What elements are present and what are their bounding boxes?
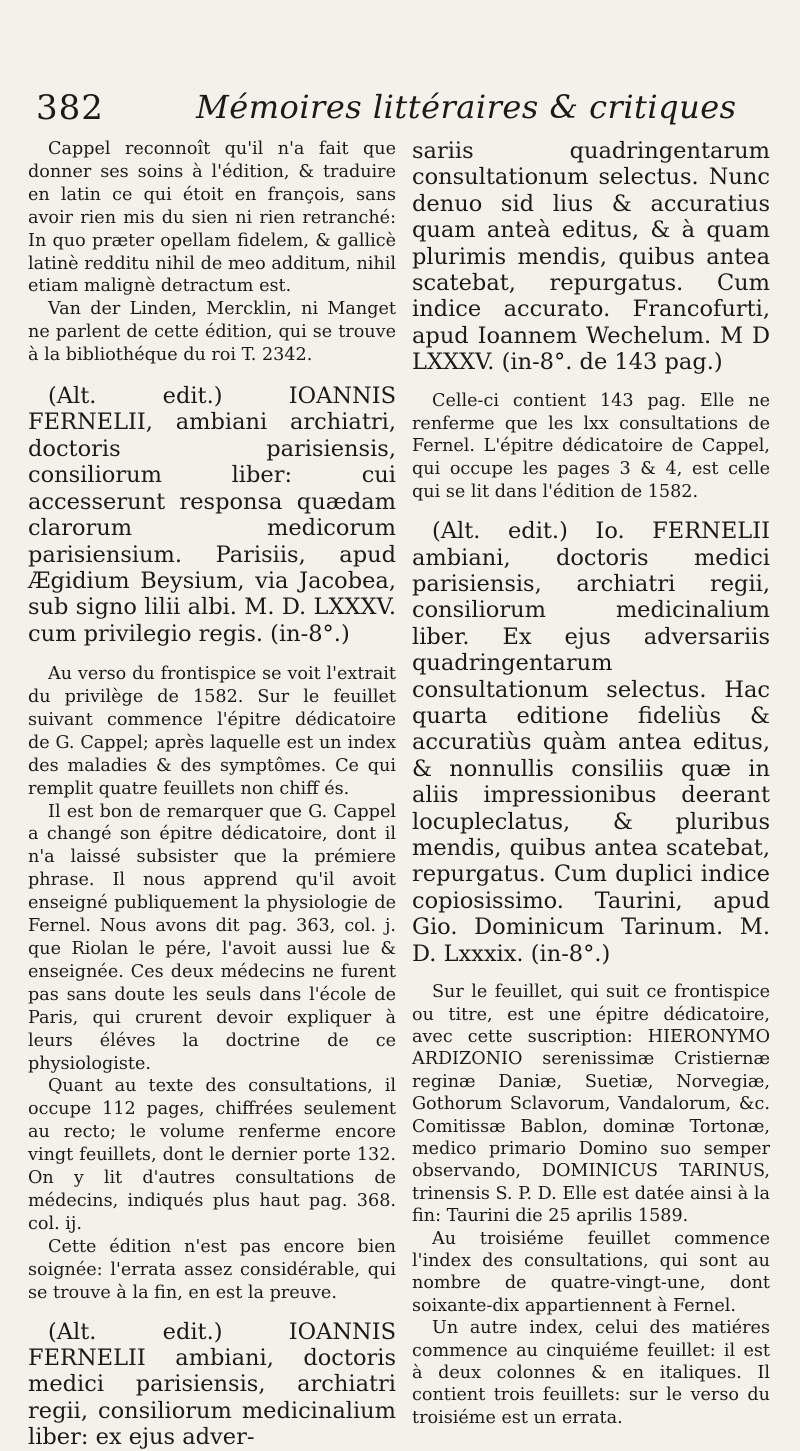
page-number: 382 xyxy=(36,88,104,128)
paragraph: Celle-ci contient 143 pag. Elle ne renferme que les lxx consultations de Fernel. L'épitre dédicatoire de Cappel, qui occupe les pages 3 & 4, est celle qui se lit dans l'édition de 1582. xyxy=(412,390,770,503)
bibliographic-entry: (Alt. edit.) IOANNIS FERNELII, ambiani archiatri, doctoris parisiensis, consiliorum liber: cui accesserunt responsa quædam clarorum medicorum parisiensium. Parisiis, apud Ægidium Beysium, via Jacobea, sub signo lilii albi. M. D. LXXXV. cum privilegio regis. (in-8°.) xyxy=(28,383,396,647)
paragraph: Il est bon de remarquer que G. Cappel a changé son épitre dédicatoire, dont il n'a laissé subsister que la prémiere phrase. Il nous apprend qu'il avoit enseigné publiquement la physiologie de Fernel. Nous avons dit pag. 363, col. j. que Riolan le pére, l'avoit aussi lue & enseignée. Ces deux médecins ne furent pas sans doute les seuls dans l'école de Paris, qui crurent devoir expliquer à leurs éléves la doctrine de ce physiologiste. xyxy=(28,801,396,1074)
paragraph: Un autre index, celui des matiéres commence au cinquiéme feuillet: il est à deux colonnes & en italiques. Il contient trois feuillets: sur le verso du troisiéme est un errata. xyxy=(412,1318,770,1428)
bibliographic-entry: (Alt. edit.) IOANNIS FERNELII ambiani, doctoris medici parisiensis, archiatri regii, consiliorum medicinalium liber: ex ejus adver- xyxy=(28,1318,396,1451)
running-title: Mémoires littéraires & critiques xyxy=(196,88,737,126)
paragraph: Sur le feuillet, qui suit ce frontispice ou titre, est une épitre dédicatoire, avec cette suscription: HIERONYMO ARDIZONIO serenissimæ Cristiernæ reginæ Daniæ, Suetiæ, Norvegiæ, Gothorum Sclavorum, Vandalorum, &c. Comitissæ Bablon, dominæ Tortonæ, medico primario Domino suo semper observando, DOMINICUS TARINUS, trinensis S. P. D. Elle est datée ainsi à la fin: Taurini die 25 aprilis 1589. xyxy=(412,982,770,1227)
paragraph: Cappel reconnoît qu'il n'a fait que donner ses soins à l'édition, & traduire en latin ce qui étoit en françois, sans avoir rien mis du sien ni rien retranché: In quo præter opellam fidelem, & gallicè latinè redditu nihil de meo additum, nihil etiam malignè detractum est. xyxy=(28,139,396,297)
bibliographic-entry: (Alt. edit.) Io. FERNELII ambiani, doctoris medici parisiensis, archiatri regii, consiliorum medicinalium liber. Ex ejus adversariis quadringentarum consultationum selectus. Hac quarta editione fideliùs & accuratiùs quàm antea editus, & nonnullis consiliis quæ in aliis impressionibus deerant locupleclatus, & pluribus mendis, quibus antea scatebat, repurgatus. Cum duplici indice copiosissimo. Taurini, apud Gio. Dominicum Tarinum. M. D. Lxxxix. (in-8°.) xyxy=(412,518,770,967)
left-column xyxy=(28,138,396,1451)
paragraph: Cette édition n'est pas encore bien soignée: l'errata assez considérable, qui se trouve à la fin, en est la preuve. xyxy=(28,1236,396,1303)
paragraph: Au verso du frontispice se voit l'extrait du privilège de 1582. Sur le feuillet suivant commence l'épitre dédicatoire de G. Cappel; après laquelle est un index des maladies & des symptômes. Ce qui remplit quatre feuillets non chiff és. xyxy=(28,664,396,799)
bibliographic-entry-continued: sariis quadringentarum consultationum selectus. Nunc denuo sid lius & accuratius quam anteà editus, & à quam plurimis mendis, quibus antea scatebat, repurgatus. Cum indice accurato. Francofurti, apud Ioannem Wechelum. M D LXXXV. (in-8°. de 143 pag.) xyxy=(412,138,770,376)
paragraph: Au troisiéme feuillet commence l'index des consultations, qui sont au nombre de quatre-vingt-une, dont soixante-dix appartiennent à Fernel. xyxy=(412,1228,770,1316)
page-header xyxy=(36,88,766,134)
paragraph: Van der Linden, Mercklin, ni Manget ne parlent de cette édition, qui se trouve à la bibliothéque du roi T. 2342. xyxy=(28,299,396,366)
right-column xyxy=(412,138,770,1429)
paragraph: Quant au texte des consultations, il occupe 112 pages, chiffrées seulement au recto; le volume renferme encore vingt feuillets, dont le dernier porte 132. On y lit d'autres consultations de médecins, indiqués plus haut pag. 368. col. ij. xyxy=(28,1076,396,1234)
